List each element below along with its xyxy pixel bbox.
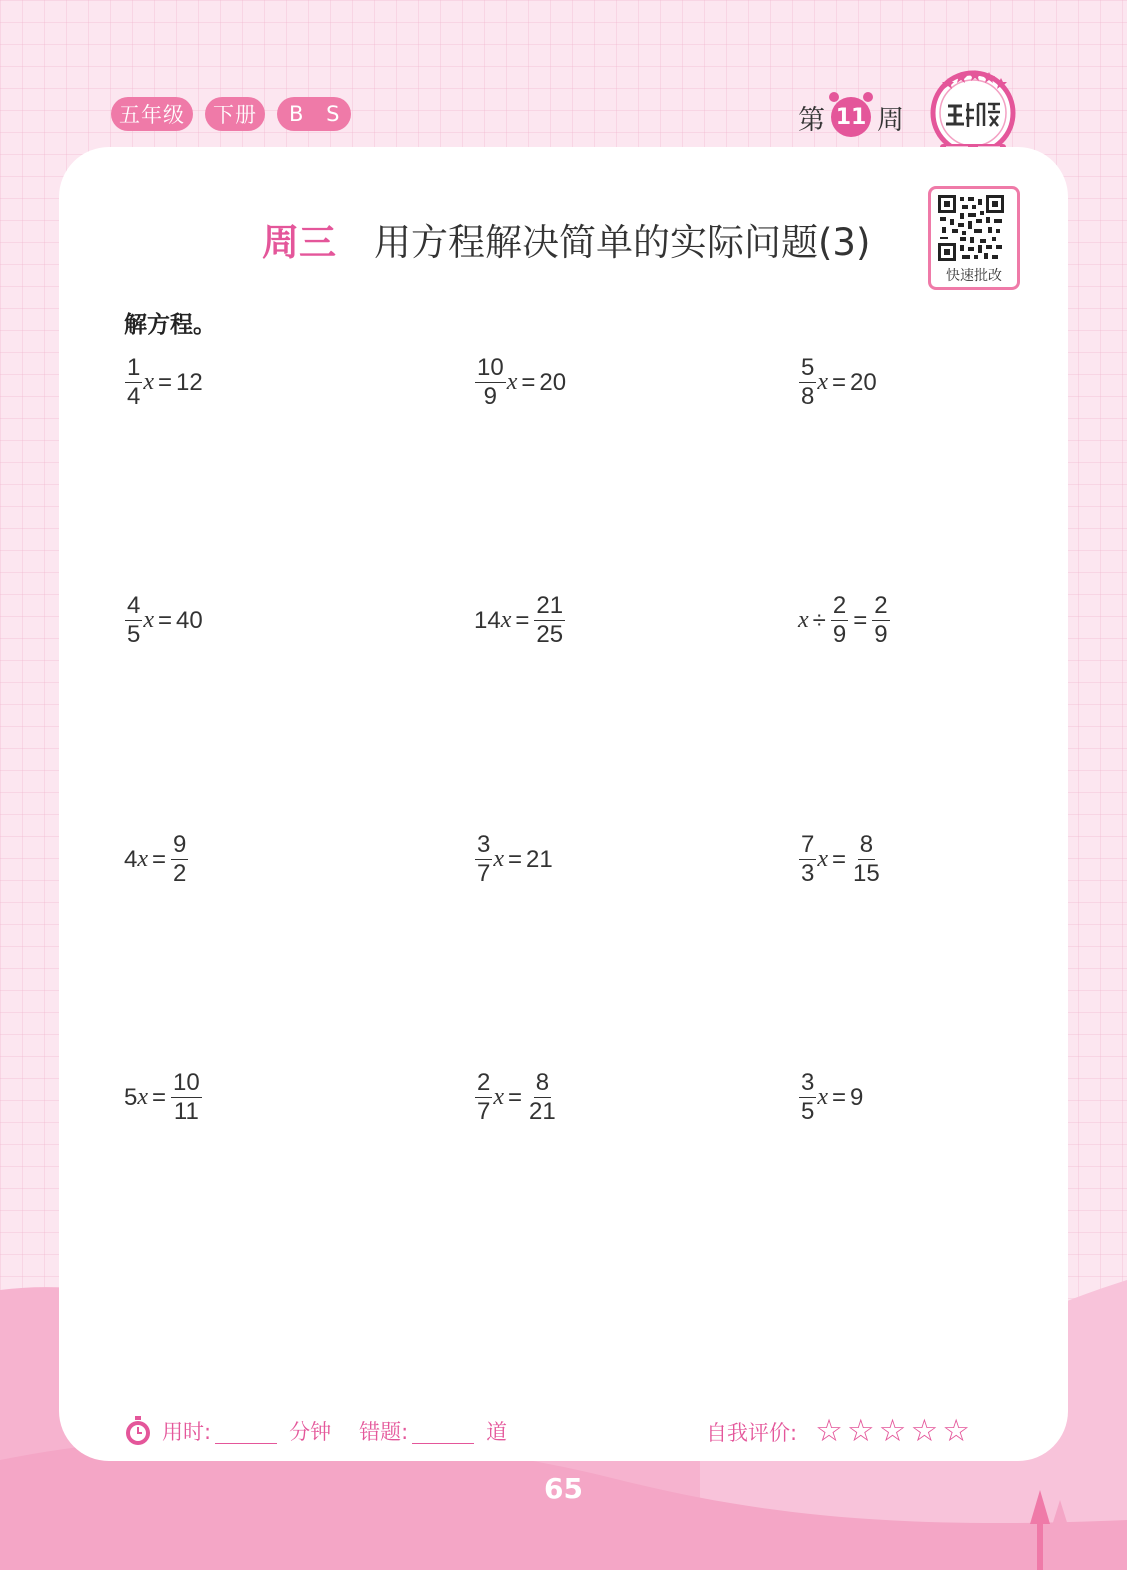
fraction (125, 594, 142, 647)
qr-code-box[interactable] (928, 186, 1020, 290)
time-input[interactable] (215, 1419, 277, 1444)
fraction (799, 1071, 816, 1124)
equals-sign: = (152, 1083, 167, 1111)
star-icon[interactable]: ☆ (815, 1413, 843, 1449)
equals-sign: = (515, 606, 530, 634)
denominator: 7 (477, 1098, 491, 1125)
rhs-value: 40 (176, 606, 203, 634)
rating-stars (815, 1413, 971, 1449)
equation-3 (798, 356, 877, 409)
variable: x (493, 846, 505, 872)
equals-sign: = (521, 368, 536, 396)
denominator: 4 (127, 383, 141, 410)
star-icon[interactable]: ☆ (878, 1413, 907, 1449)
denominator: 25 (536, 621, 564, 648)
grade-tag: 五年级 (111, 97, 193, 131)
self-rating (706, 1413, 971, 1449)
star-icon[interactable]: ☆ (910, 1413, 939, 1449)
numerator: 5 (801, 354, 815, 381)
divide-sign: ÷ (812, 606, 826, 634)
numerator: 2 (874, 592, 888, 619)
denominator: 21 (529, 1098, 556, 1125)
denominator: 15 (853, 860, 880, 887)
stopwatch-icon (124, 1416, 152, 1446)
equation-4 (124, 594, 203, 647)
edition-tag: B S (277, 97, 351, 131)
qr-code-icon (938, 195, 1004, 261)
fraction (171, 833, 188, 886)
arrows-decoration-icon (1028, 1490, 1078, 1570)
fraction (831, 594, 848, 647)
equation-8 (474, 833, 553, 886)
numerator: 8 (859, 831, 874, 858)
variable: x (143, 369, 155, 395)
fraction (475, 356, 506, 409)
rhs-value: 20 (850, 368, 877, 396)
fraction (534, 594, 565, 647)
fraction (851, 833, 882, 886)
week-prefix: 第 (798, 104, 825, 136)
equals-sign: = (832, 1083, 847, 1111)
page-number: 65 (544, 1472, 583, 1505)
numerator: 1 (127, 354, 141, 381)
numerator: 3 (801, 1069, 815, 1096)
time-label: 用时: (162, 1420, 212, 1444)
rhs-value: 20 (539, 368, 567, 396)
numerator: 2 (832, 592, 847, 619)
grade-tags (111, 97, 351, 131)
numerator: 21 (536, 592, 564, 619)
equation-2 (474, 356, 566, 409)
time-and-errors (124, 1416, 507, 1446)
denominator: 11 (173, 1098, 199, 1125)
coefficient: 5 (124, 1083, 138, 1111)
equals-sign: = (152, 845, 167, 873)
fraction (799, 356, 816, 409)
fraction (799, 833, 816, 886)
errors-input[interactable] (412, 1419, 474, 1444)
coefficient: 14 (474, 606, 501, 634)
equation-6 (798, 594, 891, 647)
week-number-badge: 11 (831, 97, 871, 137)
fraction (475, 1071, 492, 1124)
equation-12 (798, 1071, 863, 1124)
variable: x (817, 1084, 829, 1110)
coefficient: 4 (124, 845, 138, 873)
equation-10 (124, 1071, 203, 1124)
numerator: 10 (477, 354, 504, 381)
numerator: 3 (477, 831, 491, 858)
variable: x (493, 1084, 505, 1110)
equals-sign: = (832, 845, 847, 873)
rhs-value: 12 (176, 368, 203, 396)
variable: x (137, 1084, 149, 1110)
denominator: 9 (832, 621, 847, 648)
variable: x (817, 369, 829, 395)
variable: x (143, 607, 155, 633)
worksheet-card (59, 147, 1068, 1461)
variable: x (506, 369, 518, 395)
denominator: 7 (477, 860, 491, 887)
equals-sign: = (508, 1083, 523, 1111)
rhs-value: 9 (850, 1083, 864, 1111)
rating-label: 自我评价: (706, 1420, 798, 1445)
fraction (872, 594, 889, 647)
errors-label: 错题: (359, 1420, 409, 1444)
numerator: 4 (127, 592, 141, 619)
fraction (527, 1071, 558, 1124)
week-suffix: 周 (877, 104, 904, 136)
numerator: 7 (801, 831, 815, 858)
variable: x (798, 607, 809, 633)
star-icon[interactable]: ☆ (846, 1413, 875, 1449)
numerator: 2 (477, 1069, 491, 1096)
equals-sign: = (158, 606, 173, 634)
equation-9 (798, 833, 883, 886)
title-text: 用方程解决简单的实际问题(3) (374, 221, 871, 264)
page-title (262, 212, 870, 266)
fraction (125, 356, 142, 409)
numerator: 9 (173, 831, 187, 858)
denominator: 5 (801, 1098, 815, 1125)
numerator: 10 (173, 1069, 200, 1096)
variable: x (137, 846, 149, 872)
equals-sign: = (853, 606, 868, 634)
denominator: 5 (127, 621, 141, 648)
week-indicator (798, 97, 904, 137)
equation-11 (474, 1071, 559, 1124)
title-day: 周三 (262, 221, 336, 264)
variable: x (817, 846, 829, 872)
equation-5 (474, 594, 566, 647)
equation-7 (124, 833, 189, 886)
equation-1 (124, 356, 203, 409)
denominator: 8 (801, 383, 815, 410)
volume-tag: 下册 (205, 97, 265, 131)
qr-label: 快速批改 (946, 268, 1002, 284)
equals-sign: = (832, 368, 847, 396)
instruction: 解方程。 (124, 312, 216, 338)
numerator: 8 (535, 1069, 550, 1096)
star-icon[interactable]: ☆ (942, 1413, 971, 1449)
denominator: 9 (874, 621, 888, 648)
fraction (171, 1071, 202, 1124)
denominator: 3 (801, 860, 815, 887)
denominator: 9 (483, 383, 498, 410)
time-unit: 分钟 (289, 1420, 332, 1444)
equals-sign: = (508, 845, 523, 873)
errors-unit: 道 (486, 1420, 508, 1444)
fraction (475, 833, 492, 886)
denominator: 2 (173, 860, 187, 887)
variable: x (500, 607, 512, 633)
rhs-value: 21 (526, 845, 553, 873)
equals-sign: = (158, 368, 173, 396)
